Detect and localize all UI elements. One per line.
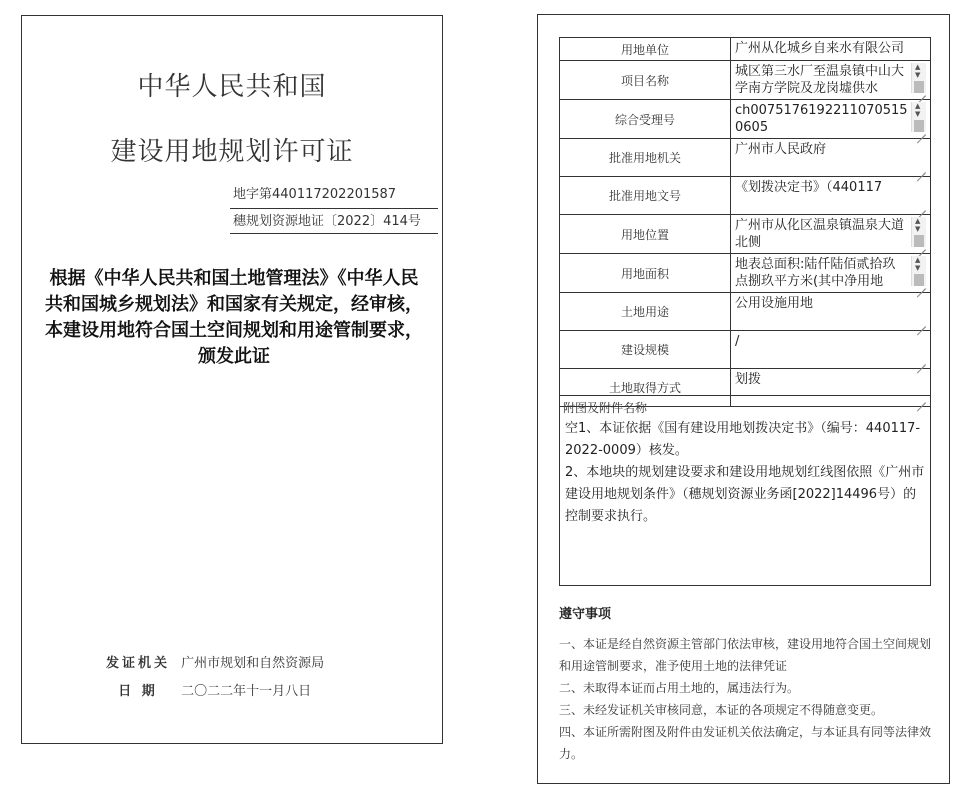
- date-label: 日 期: [118, 684, 158, 699]
- table-row: [560, 331, 931, 369]
- issuer-label: 发证机关: [105, 656, 170, 671]
- field-value-cell: [731, 177, 931, 215]
- field-value-cell: [731, 293, 931, 331]
- note-item: 三、未经发证机关审核同意，本证的各项规定不得随意变更。: [559, 703, 884, 717]
- certificate-subtitle: 建设用地规划许可证: [110, 137, 354, 167]
- certificate-title: 中华人民共和国: [137, 72, 327, 102]
- attachments-text: [565, 418, 925, 528]
- field-label: 项目名称: [560, 61, 731, 100]
- field-label: 用地位置: [560, 215, 731, 254]
- field-value[interactable]: 地表总面积:陆仟陆佰贰拾玖点捌玖平方米(其中净用地: [735, 257, 896, 289]
- attachments-box: [559, 395, 931, 586]
- certificate-document-number: 穗规划资源地证〔2022〕414号: [230, 208, 438, 234]
- field-value-cell: [731, 215, 931, 254]
- scroll-down-arrow-icon[interactable]: ▼: [915, 225, 921, 233]
- field-value[interactable]: 城区第三水厂至温泉镇中山大学南方学院及龙岗墟供水: [735, 64, 905, 96]
- table-row: [560, 215, 931, 254]
- attachment-line-2: 2、本地块的规划建设要求和建设用地规划红线图依照《广州市建设用地规划条件》（穗规划资源业务函[2022]14496号）的控制要求执行。: [565, 465, 925, 524]
- scroll-up-arrow-icon[interactable]: ▲: [915, 63, 921, 71]
- issuer-row: [99, 654, 324, 674]
- field-value[interactable]: 广州从化城乡自来水有限公司: [735, 41, 905, 56]
- field-label: 土地用途: [560, 293, 731, 331]
- resize-grip-icon[interactable]: [916, 240, 926, 250]
- attachments-label: 附图及附件名称: [563, 401, 648, 415]
- note-item: 四、本证所需附图及附件由发证机关依法确定，与本证具有同等法律效力。: [559, 725, 932, 761]
- info-table: [559, 37, 931, 407]
- field-value[interactable]: 广州市人民政府: [735, 142, 827, 157]
- note-item: 一、本证是经自然资源主管部门依法审核，建设用地符合国土空间规划和用途管制要求，准予使用土地的法律凭证: [559, 637, 932, 673]
- field-value-cell: [731, 331, 931, 369]
- field-value-cell: [731, 254, 931, 293]
- scroll-up-arrow-icon[interactable]: ▲: [915, 217, 921, 225]
- field-label: 用地面积: [560, 254, 731, 293]
- field-value[interactable]: ch00751761922110705150605: [735, 103, 908, 135]
- field-label: 综合受理号: [560, 100, 731, 139]
- issuer-value: 广州市规划和自然资源局: [181, 656, 325, 671]
- notes-title: 遵守事项: [559, 607, 612, 622]
- table-row: [560, 139, 931, 177]
- resize-grip-icon[interactable]: [916, 279, 926, 289]
- table-row: [560, 293, 931, 331]
- certificate-number: 地字第440117202201587: [233, 187, 397, 202]
- table-row: [560, 100, 931, 139]
- scroll-down-arrow-icon[interactable]: ▼: [915, 110, 921, 118]
- field-label: 土地取得方式: [560, 369, 731, 407]
- certificate-details: [537, 14, 950, 784]
- resize-grip-icon[interactable]: [916, 125, 926, 135]
- field-value-cell: [731, 38, 931, 61]
- field-value[interactable]: 广州市从化区温泉镇温泉大道北侧: [735, 218, 905, 250]
- date-value: 二〇二二年十一月八日: [181, 684, 312, 699]
- resize-grip-icon[interactable]: [916, 317, 926, 327]
- resize-grip-icon[interactable]: [916, 355, 926, 365]
- field-label: 批准用地机关: [560, 139, 731, 177]
- legal-basis-statement: 根据《中华人民共和国土地管理法》《中华人民共和国城乡规划法》和国家有关规定，经审核，本建设用地符合国土空间规划和用途管制要求，颁发此证: [45, 268, 423, 367]
- date-row: [99, 682, 311, 702]
- field-label: 批准用地文号: [560, 177, 731, 215]
- field-value[interactable]: 公用设施用地: [735, 296, 814, 311]
- field-value[interactable]: 《划拨决定书》（440117: [735, 180, 883, 195]
- field-value[interactable]: /: [735, 334, 740, 349]
- resize-grip-icon[interactable]: [916, 201, 926, 211]
- scroll-up-arrow-icon[interactable]: ▲: [915, 256, 921, 264]
- resize-grip-icon[interactable]: [916, 86, 926, 96]
- resize-grip-icon[interactable]: [916, 163, 926, 173]
- field-value-cell: [731, 61, 931, 100]
- notes-list: [559, 633, 939, 765]
- table-row: [560, 254, 931, 293]
- field-value-cell: [731, 139, 931, 177]
- scroll-down-arrow-icon[interactable]: ▼: [915, 264, 921, 272]
- table-row: [560, 38, 931, 61]
- table-row: [560, 177, 931, 215]
- field-label: 用地单位: [560, 38, 731, 61]
- field-value[interactable]: 划拨: [735, 372, 762, 387]
- field-label: 建设规模: [560, 331, 731, 369]
- attachment-line-1: 空1、本证依据《国有建设用地划拨决定书》（编号：440117-2022-0009）核发。: [565, 421, 921, 458]
- scroll-up-arrow-icon[interactable]: ▲: [915, 102, 921, 110]
- scroll-down-arrow-icon[interactable]: ▼: [915, 71, 921, 79]
- note-item: 二、未取得本证而占用土地的，属违法行为。: [559, 681, 800, 695]
- table-row: [560, 61, 931, 100]
- field-value-cell: [731, 100, 931, 139]
- certificate-cover: [21, 15, 443, 744]
